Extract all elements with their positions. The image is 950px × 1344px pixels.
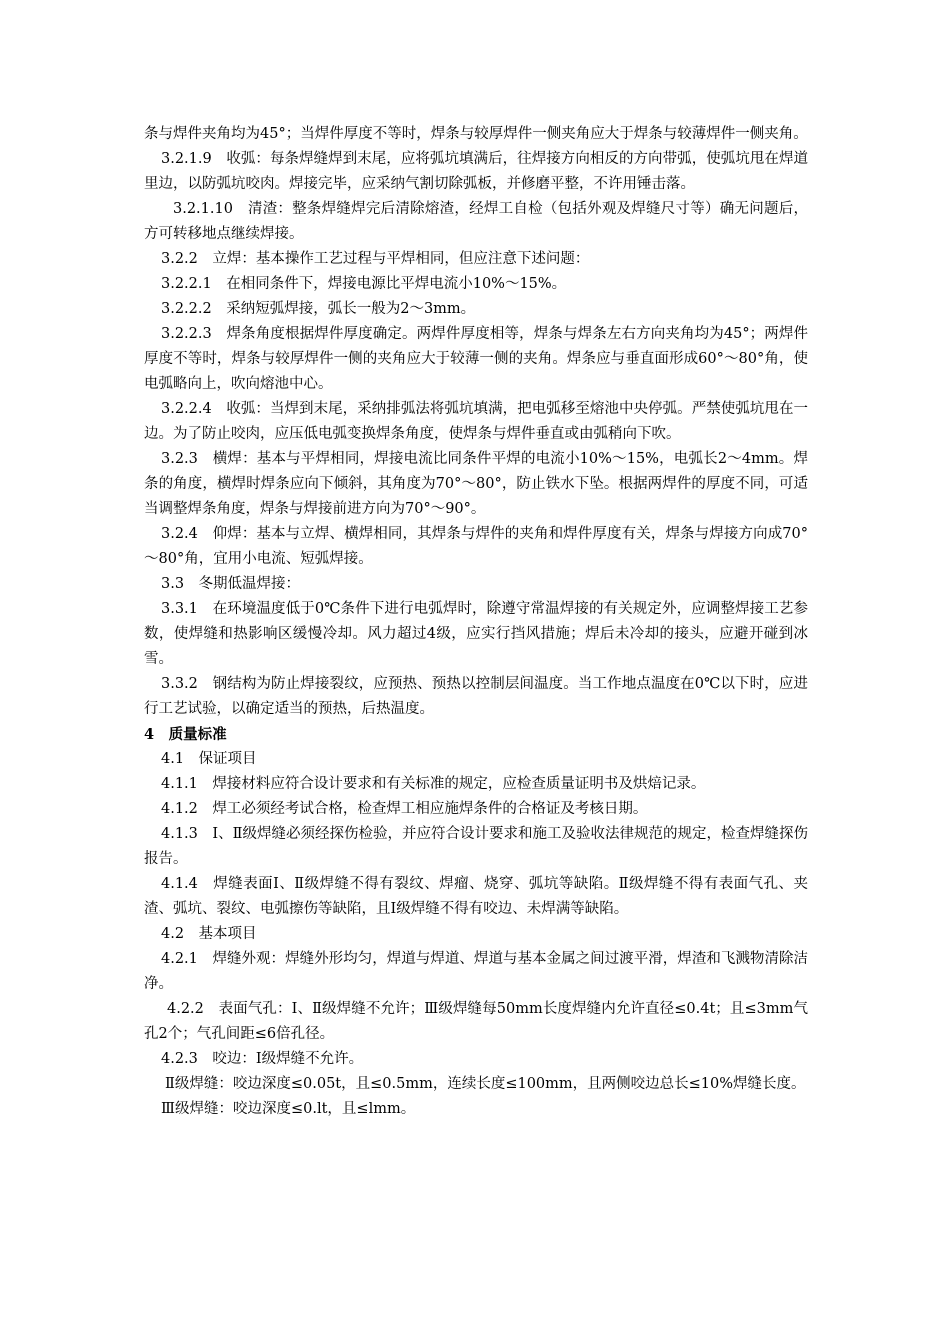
paragraph: 3.2.2 立焊：基本操作工艺过程与平焊相同，但应注意下述问题：: [161, 251, 590, 267]
paragraph: 3.3.2 钢结构为防止焊接裂纹，应预热、预热以控制层间温度。当工作地点温度在0℃以下时，应进行工艺试验，以确定适当的预热，后热温度。: [144, 676, 808, 717]
paragraph: 4.2 基本项目: [161, 926, 257, 942]
paragraph: Ⅲ级焊缝：咬边深度≤0.lt，且≤lmm。: [161, 1101, 416, 1117]
paragraph: 4.2.2 表面气孔：Ⅰ、Ⅱ级焊缝不允许；Ⅲ级焊缝每50mm长度焊缝内允许直径≤0.4t；且≤3mm气孔2个；气孔间距≤6倍孔径。: [144, 1001, 808, 1042]
paragraph: 3.2.2.2 采纳短弧焊接，弧长一般为2～3mm。: [161, 301, 476, 317]
document-body: [144, 122, 808, 1122]
paragraph: 3.2.2.1 在相同条件下，焊接电源比平焊电流小10%～15%。: [161, 276, 567, 292]
paragraph: 4.2.3 咬边：Ⅰ级焊缝不允许。: [161, 1051, 364, 1067]
paragraph: 4.1.4 焊缝表面Ⅰ、Ⅱ级焊缝不得有裂纹、焊瘤、烧穿、弧坑等缺陷。Ⅱ级焊缝不得有表面气孔、夹渣、弧坑、裂纹、电弧擦伤等缺陷，且Ⅰ级焊缝不得有咬边、未焊满等缺陷。: [144, 876, 808, 917]
paragraph: 4.1.3 Ⅰ、Ⅱ级焊缝必须经探伤检验，并应符合设计要求和施工及验收法律规范的规定，检查焊缝探伤报告。: [144, 826, 808, 867]
paragraph: 3.2.2.3 焊条角度根据焊件厚度确定。两焊件厚度相等，焊条与焊条左右方向夹角均为45°；两焊件厚度不等时，焊条与较厚焊件一侧的夹角应大于较薄一侧的夹角。焊条应与垂直面形成60°～80°角，使电弧略向上，吹向熔池中心。: [144, 326, 808, 392]
paragraph: 3.3.1 在环境温度低于0℃条件下进行电弧焊时，除遵守常温焊接的有关规定外，应调整焊接工艺参数，使焊缝和热影响区缓慢冷却。风力超过4级，应实行挡风措施；焊后未冷却的接头，应避开碰到冰雪。: [144, 601, 808, 667]
paragraph: Ⅱ级焊缝：咬边深度≤0.05t，且≤0.5mm，连续长度≤100mm，且两侧咬边总长≤10%焊缝长度。: [165, 1076, 806, 1092]
paragraph: 3.2.1.10 清渣：整条焊缝焊完后清除熔渣，经焊工自检（包括外观及焊缝尺寸等）确无问题后，方可转移地点继续焊接。: [144, 201, 808, 242]
paragraph: 3.2.1.9 收弧：每条焊缝焊到末尾，应将弧坑填满后，往焊接方向相反的方向带弧，使弧坑甩在焊道里边，以防弧坑咬肉。焊接完毕，应采纳气割切除弧板，并修磨平整，不许用锤击落。: [144, 151, 808, 192]
paragraph: 3.2.4 仰焊：基本与立焊、横焊相同，其焊条与焊件的夹角和焊件厚度有关，焊条与焊接方向成70°～80°角，宜用小电流、短弧焊接。: [144, 526, 808, 567]
section-heading: 4 质量标准: [144, 726, 227, 743]
paragraph: 3.2.2.4 收弧：当焊到末尾，采纳排弧法将弧坑填满，把电弧移至熔池中央停弧。严禁使弧坑甩在一边。为了防止咬肉，应压低电弧变换焊条角度，使焊条与焊件垂直或由弧稍向下吹。: [144, 401, 808, 442]
paragraph: 条与焊件夹角均为45°；当焊件厚度不等时，焊条与较厚焊件一侧夹角应大于焊条与较薄焊件一侧夹角。: [144, 126, 808, 142]
paragraph: 3.2.3 横焊：基本与平焊相同，焊接电流比同条件平焊的电流小10%～15%，电弧长2～4mm。焊条的角度，横焊时焊条应向下倾斜，其角度为70°～80°，防止铁水下坠。根据两焊件的厚度不同，可适当调整焊条角度，焊条与焊接前进方向为70°～90°。: [144, 451, 808, 517]
paragraph: 4.1.1 焊接材料应符合设计要求和有关标准的规定，应检查质量证明书及烘焙记录。: [161, 776, 706, 792]
paragraph: 4.1 保证项目: [161, 751, 257, 767]
paragraph: 4.1.2 焊工必须经考试合格，检查焊工相应施焊条件的合格证及考核日期。: [161, 801, 648, 817]
paragraph: 3.3 冬期低温焊接：: [161, 576, 301, 592]
paragraph: 4.2.1 焊缝外观：焊缝外形均匀，焊道与焊道、焊道与基本金属之间过渡平滑，焊渣和飞溅物清除洁净。: [144, 951, 808, 992]
